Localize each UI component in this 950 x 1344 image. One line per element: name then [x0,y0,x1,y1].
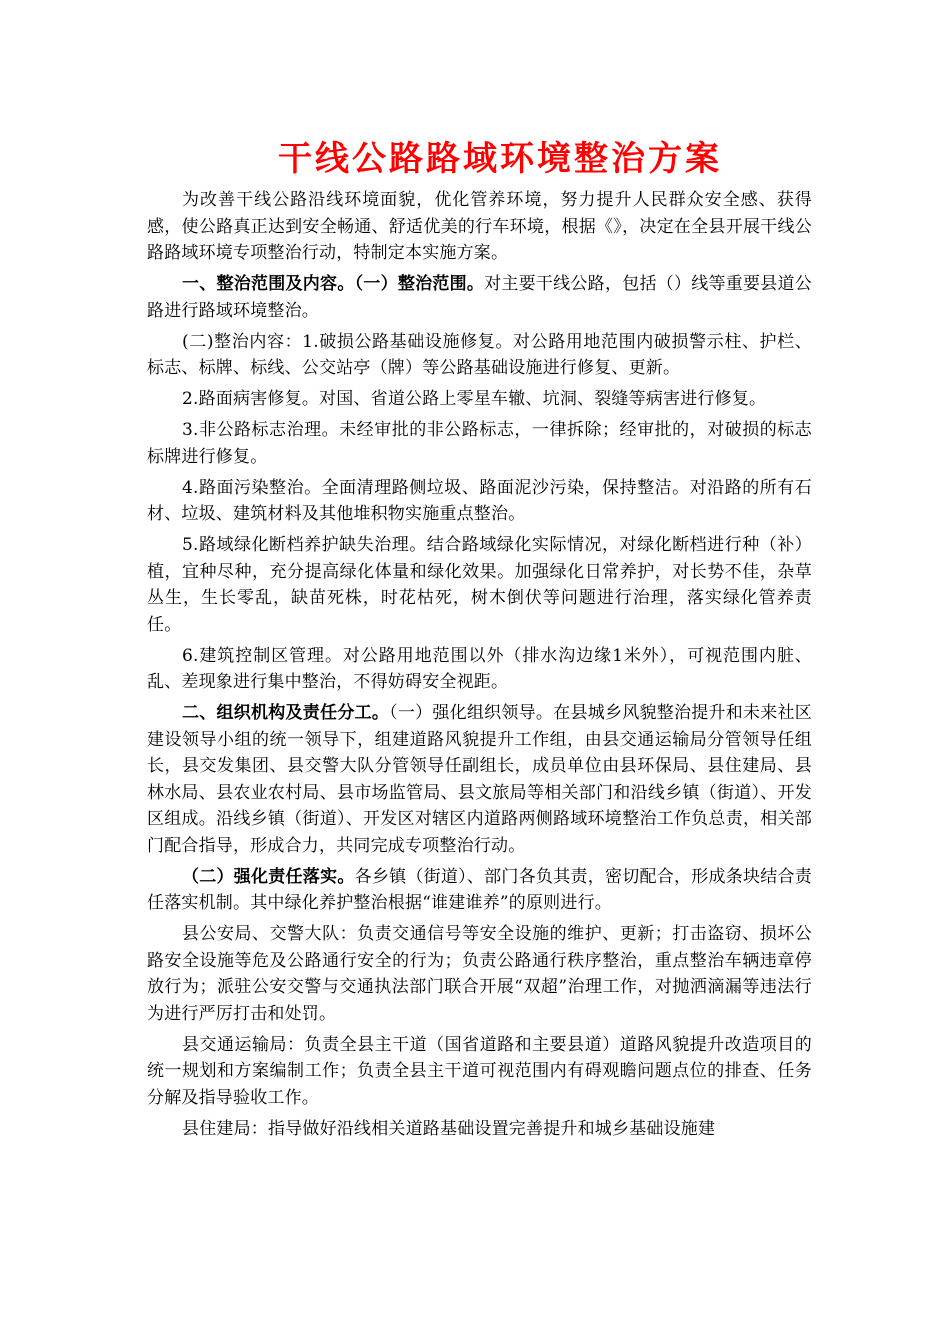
paragraph-text: 为改善干线公路沿线环境面貌，优化管养环境，努力提升人民群众安全感、获得感，使公路真正达到安全畅通、舒适优美的行车环境，根据《》，决定在全县开展干线公路路域环境专项整治行动，特制定本实施方案。 [147,190,812,263]
body-paragraph [147,1032,812,1112]
body-paragraph [147,329,812,382]
paragraph-text: (二)整治内容：1.破损公路基础设施修复。对公路用地范围内破损警示柱、护栏、标志、标牌、标线、公交站亭（牌）等公路基础设施进行修复、更新。 [147,331,812,378]
body-paragraph [147,921,812,1027]
body-paragraph [147,700,812,859]
paragraph-text: 3.非公路标志治理。未经审批的非公路标志，一律拆除；经审批的，对破损的标志标牌进行修复。 [147,420,812,467]
paragraph-text: （一）强化组织领导。在县城乡风貌整治提升和未来社区建设领导小组的统一领导下，组建道路风貌提升工作组，由县交通运输局分管领导任组长，县交发集团、县交警大队分管领导任副组长，成员单位由县环保局、县住建局、县林水局、县农业农村局、县市场监管局、县文旅局等相关部门和沿线乡镇（街道）、开发区组成。沿线乡镇（街道）、开发区对辖区内道路两侧路域环境整治工作负总责，相关部门配合指导，形成合力，共同完成专项整治行动。 [147,703,813,856]
body-paragraph [147,1116,812,1143]
body-paragraph [147,417,812,470]
body-paragraph [147,386,812,413]
paragraph-text: 县住建局：指导做好沿线相关道路基础设置完善提升和城乡基础设施建 [182,1118,716,1139]
paragraph-text: 县交通运输局：负责全县主干道（国省道路和主要县道）道路风貌提升改造项目的统一规划和方案编制工作；负责全县主干道可视范围内有碍观瞻问题点位的排查、任务分解及指导验收工作。 [147,1034,812,1108]
body-paragraph [147,271,812,324]
paragraph-text: 4.路面污染整治。全面清理路侧垃圾、路面泥沙污染，保持整洁。对沿路的所有石材、垃圾、建筑材料及其他堆积物实施重点整治。 [147,477,812,524]
body-paragraph [147,532,812,638]
body-paragraph [147,864,812,917]
paragraph-text: 5.路域绿化断档养护缺失治理。结合路域绿化实际情况，对绿化断档进行种（补）植，宜种尽种，充分提高绿化体量和绿化效果。加强绿化日常养护，对长势不佳，杂草丛生，生长零乱，缺苗死株，时花枯死，树木倒伏等问题进行治理，落实绿化管养责任。 [147,535,812,635]
document-body [147,187,812,1147]
body-paragraph [147,475,812,528]
body-paragraph [147,643,812,696]
paragraph-text: 县公安局、交警大队：负责交通信号等安全设施的维护、更新；打击盗窃、损坏公路安全设施等危及公路通行安全的行为；负责公路通行秩序整治，重点整治车辆违章停放行为；派驻公安交警与交通执法部门联合开展“双超”治理工作，对抛洒滴漏等违法行为进行严厉打击和处罚。 [147,924,812,1024]
body-paragraph [147,187,812,267]
document-title: 干线公路路域环境整治方案 [278,139,722,179]
paragraph-text: 6.建筑控制区管理。对公路用地范围以外（排水沟边缘1米外），可视范围内脏、乱、差现象进行集中整治，不得妨碍安全视距。 [147,645,812,692]
paragraph-text: 对主要干线公路，包括（）线等重要县道公路进行路域环境整治。 [147,274,812,321]
paragraph-text: 2.路面病害修复。对国、省道公路上零星车辙、坑洞、裂缝等病害进行修复。 [182,389,767,409]
bold-heading-text: 二、组织机构及责任分工。 [182,703,390,723]
bold-heading-text: （二）强化责任落实。 [182,866,355,887]
paragraph-text: 各乡镇（街道）、部门各负其责，密切配合，形成条块结合责任落实机制。其中绿化养护整治根据“谁建谁养”的原则进行。 [147,866,813,913]
bold-heading-text: 一、整治范围及内容。（一）整治范围。 [182,274,485,294]
